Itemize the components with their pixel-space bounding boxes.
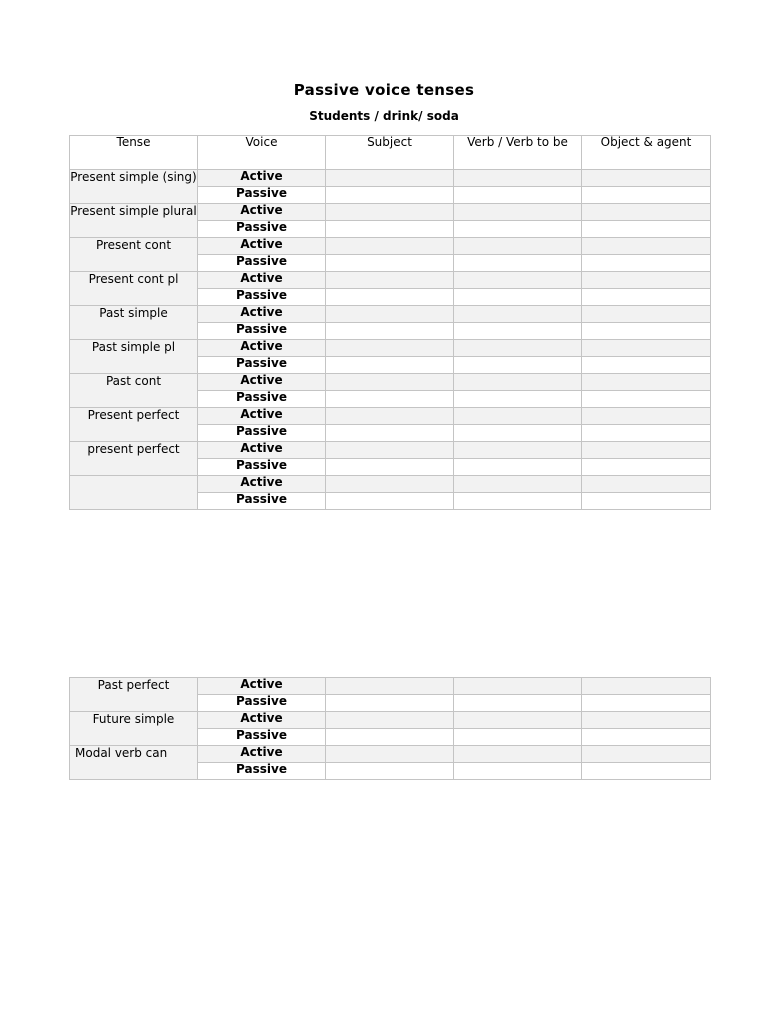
tense-cell: present perfect [70,442,198,476]
verb-cell[interactable] [454,238,582,255]
header-subject: Subject [326,136,454,170]
subject-cell[interactable] [326,289,454,306]
verb-cell[interactable] [454,678,582,695]
voice-active-cell: Active [198,170,326,187]
voice-active-cell: Active [198,476,326,493]
voice-active-cell: Active [198,204,326,221]
table-row [70,374,711,391]
table-row [70,238,711,255]
subject-cell[interactable] [326,391,454,408]
table-row [70,170,711,187]
object-agent-cell[interactable] [582,729,711,746]
table-row [70,678,711,695]
tense-cell: Present simple (sing) [70,170,198,204]
verb-cell[interactable] [454,391,582,408]
verb-cell[interactable] [454,695,582,712]
subject-cell[interactable] [326,272,454,289]
object-agent-cell[interactable] [582,238,711,255]
subject-cell[interactable] [326,357,454,374]
tense-cell [70,476,198,510]
voice-passive-cell: Passive [198,425,326,442]
object-agent-cell[interactable] [582,306,711,323]
subject-cell[interactable] [326,459,454,476]
subject-cell[interactable] [326,712,454,729]
page-title: Passive voice tenses [293,81,475,99]
verb-cell[interactable] [454,340,582,357]
object-agent-cell[interactable] [582,323,711,340]
tenses-table-extra [69,677,711,780]
voice-passive-cell: Passive [198,763,326,780]
subject-cell[interactable] [326,729,454,746]
subject-cell[interactable] [326,763,454,780]
table-row [70,306,711,323]
tense-cell: Present cont pl [70,272,198,306]
header-verb: Verb / Verb to be [454,136,582,170]
object-agent-cell[interactable] [582,357,711,374]
object-agent-cell[interactable] [582,340,711,357]
subject-cell[interactable] [326,340,454,357]
voice-passive-cell: Passive [198,221,326,238]
verb-cell[interactable] [454,221,582,238]
object-agent-cell[interactable] [582,255,711,272]
tense-cell: Future simple [70,712,198,746]
verb-cell[interactable] [454,187,582,204]
object-agent-cell[interactable] [582,272,711,289]
table-row [70,712,711,729]
object-agent-cell[interactable] [582,425,711,442]
table-row [70,340,711,357]
object-agent-cell[interactable] [582,289,711,306]
subject-cell[interactable] [326,374,454,391]
object-agent-cell[interactable] [582,763,711,780]
object-agent-cell[interactable] [582,187,711,204]
subject-cell[interactable] [326,678,454,695]
table-row [70,408,711,425]
verb-cell[interactable] [454,712,582,729]
voice-active-cell: Active [198,272,326,289]
voice-passive-cell: Passive [198,695,326,712]
verb-cell[interactable] [454,204,582,221]
subject-cell[interactable] [326,323,454,340]
subject-cell[interactable] [326,306,454,323]
tense-cell: Modal verb can [70,746,198,780]
voice-passive-cell: Passive [198,357,326,374]
subject-cell[interactable] [326,442,454,459]
object-agent-cell[interactable] [582,221,711,238]
voice-passive-cell: Passive [198,255,326,272]
verb-cell[interactable] [454,408,582,425]
verb-cell[interactable] [454,357,582,374]
voice-active-cell: Active [198,408,326,425]
verb-cell[interactable] [454,763,582,780]
verb-cell[interactable] [454,272,582,289]
voice-passive-cell: Passive [198,289,326,306]
verb-cell[interactable] [454,289,582,306]
verb-cell[interactable] [454,442,582,459]
voice-active-cell: Active [198,306,326,323]
voice-active-cell: Active [198,340,326,357]
object-agent-cell[interactable] [582,746,711,763]
verb-cell[interactable] [454,255,582,272]
verb-cell[interactable] [454,459,582,476]
object-agent-cell[interactable] [582,459,711,476]
subject-cell[interactable] [326,204,454,221]
table-row [70,204,711,221]
table-row [70,272,711,289]
voice-active-cell: Active [198,238,326,255]
voice-passive-cell: Passive [198,187,326,204]
verb-cell[interactable] [454,306,582,323]
object-agent-cell[interactable] [582,442,711,459]
header-voice: Voice [198,136,326,170]
header-tense: Tense [70,136,198,170]
voice-passive-cell: Passive [198,391,326,408]
subject-cell[interactable] [326,170,454,187]
subject-cell[interactable] [326,255,454,272]
verb-cell[interactable] [454,170,582,187]
object-agent-cell[interactable] [582,493,711,510]
object-agent-cell[interactable] [582,170,711,187]
voice-active-cell: Active [198,712,326,729]
object-agent-cell[interactable] [582,391,711,408]
subject-cell[interactable] [326,493,454,510]
object-agent-cell[interactable] [582,678,711,695]
voice-passive-cell: Passive [198,729,326,746]
voice-passive-cell: Passive [198,459,326,476]
object-agent-cell[interactable] [582,695,711,712]
subject-cell[interactable] [326,408,454,425]
object-agent-cell[interactable] [582,712,711,729]
subject-cell[interactable] [326,221,454,238]
verb-cell[interactable] [454,374,582,391]
subject-cell[interactable] [326,695,454,712]
tense-cell: Past simple [70,306,198,340]
object-agent-cell[interactable] [582,204,711,221]
verb-cell[interactable] [454,493,582,510]
table-row [70,442,711,459]
table-row [70,746,711,763]
voice-passive-cell: Passive [198,493,326,510]
verb-cell[interactable] [454,729,582,746]
verb-cell[interactable] [454,323,582,340]
object-agent-cell[interactable] [582,374,711,391]
tense-cell: Present cont [70,238,198,272]
verb-cell[interactable] [454,476,582,493]
subject-cell[interactable] [326,238,454,255]
subject-cell[interactable] [326,187,454,204]
object-agent-cell[interactable] [582,476,711,493]
tense-cell: Present simple plural [70,204,198,238]
tense-cell: Present perfect [70,408,198,442]
voice-active-cell: Active [198,442,326,459]
tense-cell: Past perfect [70,678,198,712]
page-subtitle: Students / drink/ soda [309,109,459,123]
tenses-table-main [69,135,711,510]
tense-cell: Past cont [70,374,198,408]
tense-cell: Past simple pl [70,340,198,374]
voice-active-cell: Active [198,746,326,763]
subject-cell[interactable] [326,746,454,763]
table-row [70,476,711,493]
header-object-agent: Object & agent [582,136,711,170]
subject-cell[interactable] [326,425,454,442]
header-row [70,136,711,170]
voice-passive-cell: Passive [198,323,326,340]
verb-cell[interactable] [454,746,582,763]
voice-active-cell: Active [198,374,326,391]
voice-active-cell: Active [198,678,326,695]
object-agent-cell[interactable] [582,408,711,425]
verb-cell[interactable] [454,425,582,442]
subject-cell[interactable] [326,476,454,493]
